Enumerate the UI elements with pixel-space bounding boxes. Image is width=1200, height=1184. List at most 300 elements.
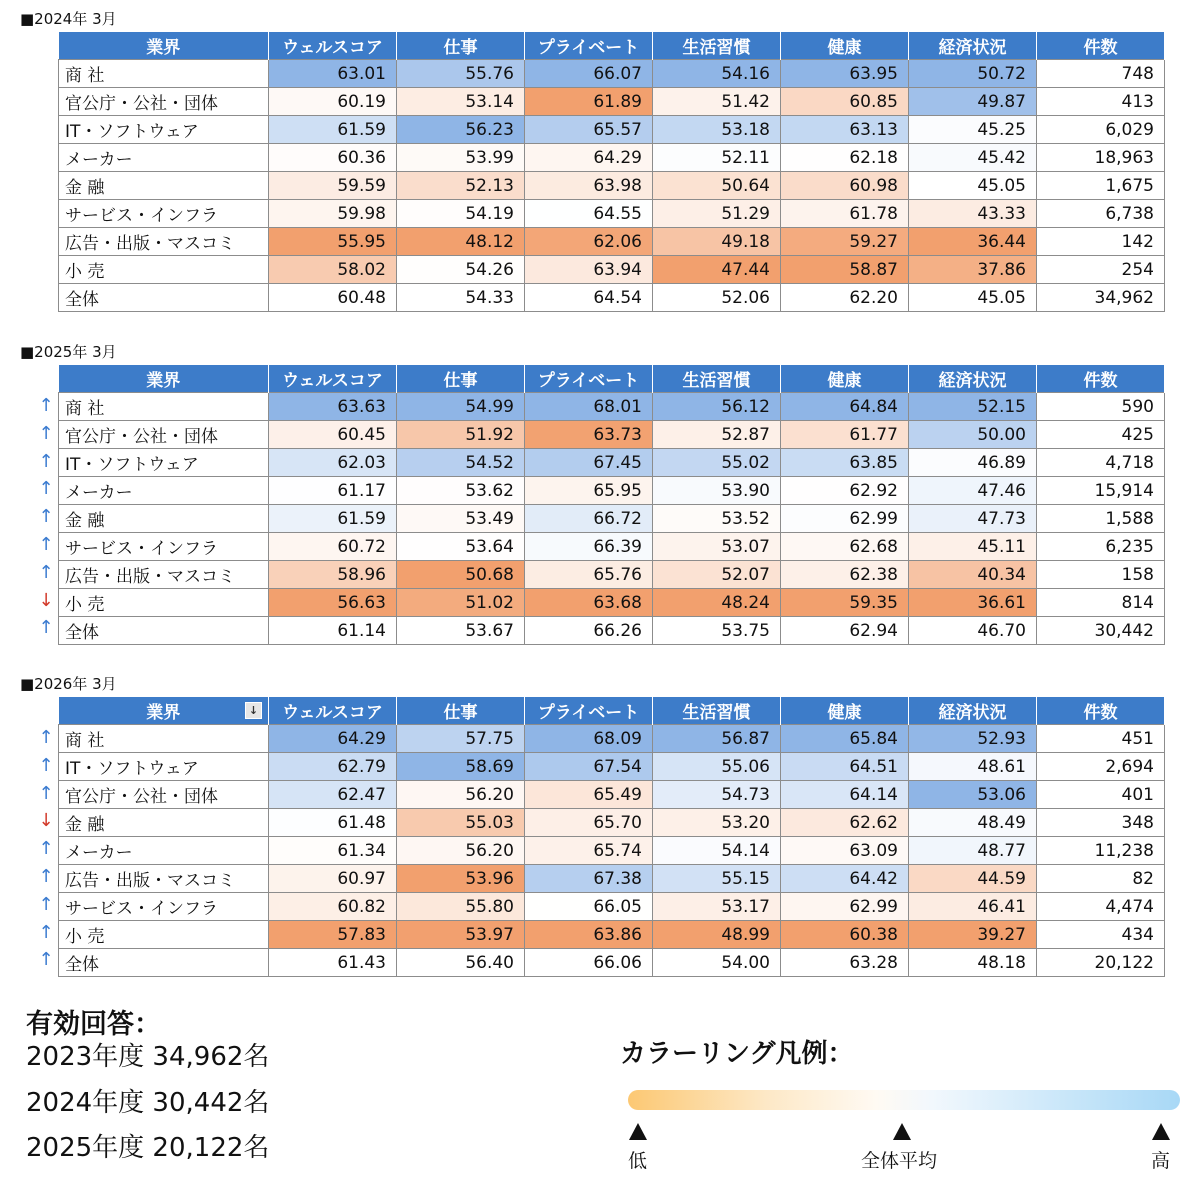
value-cell: 64.51 [781, 753, 909, 781]
legend-gradient-bar [628, 1090, 1180, 1110]
column-header[interactable] [909, 697, 1037, 725]
table-row [59, 477, 1165, 505]
table-row [59, 921, 1165, 949]
industry-cell: IT・ソフトウェア [59, 116, 269, 144]
industry-cell: メーカー [59, 477, 269, 505]
industry-cell: 官公庁・公社・団体 [59, 781, 269, 809]
value-cell: 61.17 [269, 477, 397, 505]
value-cell: 55.80 [397, 893, 525, 921]
value-cell: 47.73 [909, 505, 1037, 533]
value-cell: 61.43 [269, 949, 397, 977]
value-cell: 44.59 [909, 865, 1037, 893]
trend-up-arrow-icon: ↑ [38, 727, 54, 748]
value-cell: 53.99 [397, 144, 525, 172]
industry-cell: IT・ソフトウェア [59, 449, 269, 477]
column-header[interactable] [525, 697, 653, 725]
value-cell: 254 [1037, 256, 1165, 284]
value-cell: 46.70 [909, 617, 1037, 645]
table-row [59, 753, 1165, 781]
value-cell: 425 [1037, 421, 1165, 449]
table-row [59, 949, 1165, 977]
column-header-label: プライベート [537, 371, 640, 391]
value-cell: 48.61 [909, 753, 1037, 781]
value-cell: 62.18 [781, 144, 909, 172]
legend-low-marker-icon [629, 1123, 647, 1140]
column-header[interactable] [269, 32, 397, 60]
responses-line-2023: 2023年度 34,962名 [26, 1042, 270, 1072]
value-cell: 65.57 [525, 116, 653, 144]
trend-up-arrow-icon: ↑ [38, 893, 54, 915]
value-cell: 63.63 [269, 393, 397, 421]
value-cell: 60.97 [269, 865, 397, 893]
table-row [59, 200, 1165, 228]
value-cell: 54.73 [653, 781, 781, 809]
legend-title: カラーリング凡例： [620, 1039, 854, 1069]
value-cell: 63.98 [525, 172, 653, 200]
value-cell: 142 [1037, 228, 1165, 256]
table-row [59, 172, 1165, 200]
industry-cell: 全体 [59, 284, 269, 312]
value-cell: 590 [1037, 393, 1165, 421]
table-row [59, 809, 1165, 837]
value-cell: 66.06 [525, 949, 653, 977]
value-cell: 37.86 [909, 256, 1037, 284]
industry-cell: 官公庁・公社・団体 [59, 421, 269, 449]
value-cell: 45.05 [909, 172, 1037, 200]
value-cell: 50.68 [397, 561, 525, 589]
value-cell: 58.96 [269, 561, 397, 589]
column-header-label: 業界 [146, 703, 181, 723]
value-cell: 52.15 [909, 393, 1037, 421]
value-cell: 59.59 [269, 172, 397, 200]
table-row [59, 421, 1165, 449]
column-header-label: 件数 [1083, 703, 1118, 723]
responses-title: 有効回答： [26, 1009, 161, 1040]
column-header[interactable] [1037, 365, 1165, 393]
table-row [59, 449, 1165, 477]
value-cell: 48.18 [909, 949, 1037, 977]
value-cell: 11,238 [1037, 837, 1165, 865]
value-cell: 56.23 [397, 116, 525, 144]
value-cell: 66.05 [525, 893, 653, 921]
value-cell: 39.27 [909, 921, 1037, 949]
value-cell: 60.72 [269, 533, 397, 561]
industry-cell: 全体 [59, 617, 269, 645]
section-title: ■2025年 3月 [20, 343, 117, 361]
value-cell: 53.97 [397, 921, 525, 949]
value-cell: 62.99 [781, 893, 909, 921]
table-row [59, 561, 1165, 589]
value-cell: 53.18 [653, 116, 781, 144]
column-header-label: 件数 [1083, 371, 1118, 391]
value-cell: 52.06 [653, 284, 781, 312]
value-cell: 53.20 [653, 809, 781, 837]
value-cell: 62.38 [781, 561, 909, 589]
value-cell: 63.68 [525, 589, 653, 617]
value-cell: 51.92 [397, 421, 525, 449]
value-cell: 64.84 [781, 393, 909, 421]
value-cell: 20,122 [1037, 949, 1165, 977]
value-cell: 45.25 [909, 116, 1037, 144]
score-table [58, 365, 1165, 645]
column-header[interactable] [397, 32, 525, 60]
value-cell: 54.19 [397, 200, 525, 228]
legend-high-marker-icon [1152, 1123, 1170, 1140]
column-header-label: ウェルスコア [282, 371, 383, 391]
trend-up-arrow-icon: ↑ [38, 754, 54, 776]
industry-cell: 商 社 [59, 393, 269, 421]
column-header[interactable] [525, 32, 653, 60]
value-cell: 45.42 [909, 144, 1037, 172]
column-header-label: 生活習慣 [682, 703, 751, 723]
value-cell: 63.95 [781, 60, 909, 88]
value-cell: 56.40 [397, 949, 525, 977]
column-header[interactable] [781, 697, 909, 725]
column-header[interactable] [269, 365, 397, 393]
value-cell: 56.87 [653, 725, 781, 753]
value-cell: 53.62 [397, 477, 525, 505]
value-cell: 54.14 [653, 837, 781, 865]
value-cell: 61.77 [781, 421, 909, 449]
value-cell: 53.06 [909, 781, 1037, 809]
value-cell: 66.26 [525, 617, 653, 645]
value-cell: 61.78 [781, 200, 909, 228]
column-header[interactable] [1037, 32, 1165, 60]
industry-cell: 小 売 [59, 256, 269, 284]
value-cell: 64.55 [525, 200, 653, 228]
value-cell: 348 [1037, 809, 1165, 837]
industry-cell: 商 社 [59, 725, 269, 753]
value-cell: 63.13 [781, 116, 909, 144]
trend-up-arrow-icon: ↑ [38, 866, 54, 887]
table-row [59, 505, 1165, 533]
industry-cell: メーカー [59, 837, 269, 865]
value-cell: 62.20 [781, 284, 909, 312]
value-cell: 65.74 [525, 837, 653, 865]
column-header[interactable] [397, 697, 525, 725]
table-row [59, 725, 1165, 753]
table-row [59, 144, 1165, 172]
column-header-label: プライベート [537, 38, 640, 58]
value-cell: 6,738 [1037, 200, 1165, 228]
value-cell: 58.02 [269, 256, 397, 284]
industry-cell: 広告・出版・マスコミ [59, 228, 269, 256]
column-header-label: 健康 [827, 703, 862, 723]
trend-up-arrow-icon: ↑ [38, 450, 54, 472]
value-cell: 46.41 [909, 893, 1037, 921]
value-cell: 60.36 [269, 144, 397, 172]
value-cell: 64.54 [525, 284, 653, 312]
value-cell: 66.07 [525, 60, 653, 88]
value-cell: 48.24 [653, 589, 781, 617]
value-cell: 60.38 [781, 921, 909, 949]
value-cell: 62.06 [525, 228, 653, 256]
value-cell: 68.01 [525, 393, 653, 421]
value-cell: 52.93 [909, 725, 1037, 753]
value-cell: 61.89 [525, 88, 653, 116]
trend-up-arrow-icon: ↑ [38, 534, 54, 555]
value-cell: 63.85 [781, 449, 909, 477]
value-cell: 53.75 [653, 617, 781, 645]
legend-mid-marker-icon [893, 1123, 911, 1140]
value-cell: 53.14 [397, 88, 525, 116]
industry-cell: 全体 [59, 949, 269, 977]
value-cell: 48.12 [397, 228, 525, 256]
industry-cell: 官公庁・公社・団体 [59, 88, 269, 116]
column-header-label: 生活習慣 [682, 371, 751, 391]
industry-cell: 小 売 [59, 589, 269, 617]
value-cell: 413 [1037, 88, 1165, 116]
column-header[interactable] [653, 32, 781, 60]
value-cell: 60.19 [269, 88, 397, 116]
value-cell: 61.14 [269, 617, 397, 645]
value-cell: 59.35 [781, 589, 909, 617]
value-cell: 65.76 [525, 561, 653, 589]
score-table [58, 697, 1165, 977]
value-cell: 34,962 [1037, 284, 1165, 312]
value-cell: 65.49 [525, 781, 653, 809]
value-cell: 52.13 [397, 172, 525, 200]
value-cell: 67.54 [525, 753, 653, 781]
value-cell: 1,588 [1037, 505, 1165, 533]
value-cell: 82 [1037, 865, 1165, 893]
value-cell: 58.69 [397, 753, 525, 781]
industry-cell: 広告・出版・マスコミ [59, 865, 269, 893]
value-cell: 49.18 [653, 228, 781, 256]
value-cell: 64.29 [525, 144, 653, 172]
value-cell: 59.98 [269, 200, 397, 228]
value-cell: 61.48 [269, 809, 397, 837]
column-header[interactable] [59, 32, 269, 60]
table-row [59, 228, 1165, 256]
value-cell: 55.03 [397, 809, 525, 837]
value-cell: 36.44 [909, 228, 1037, 256]
value-cell: 53.90 [653, 477, 781, 505]
value-cell: 62.62 [781, 809, 909, 837]
value-cell: 451 [1037, 725, 1165, 753]
value-cell: 55.76 [397, 60, 525, 88]
industry-cell: 金 融 [59, 505, 269, 533]
value-cell: 59.27 [781, 228, 909, 256]
value-cell: 4,474 [1037, 893, 1165, 921]
score-table [58, 32, 1165, 312]
value-cell: 48.99 [653, 921, 781, 949]
column-header-label: 仕事 [443, 371, 478, 391]
value-cell: 62.03 [269, 449, 397, 477]
value-cell: 62.79 [269, 753, 397, 781]
table-row [59, 60, 1165, 88]
value-cell: 60.45 [269, 421, 397, 449]
industry-cell: 金 融 [59, 172, 269, 200]
value-cell: 53.96 [397, 865, 525, 893]
column-header[interactable] [781, 32, 909, 60]
value-cell: 748 [1037, 60, 1165, 88]
column-header-label: 業界 [146, 371, 181, 391]
trend-up-arrow-icon: ↑ [38, 506, 54, 528]
value-cell: 40.34 [909, 561, 1037, 589]
section-title: ■2024年 3月 [20, 10, 117, 28]
table-row [59, 393, 1165, 421]
responses-line-2024: 2024年度 30,442名 [26, 1088, 270, 1118]
column-header[interactable] [59, 697, 269, 725]
value-cell: 55.06 [653, 753, 781, 781]
column-header-label: 生活習慣 [682, 38, 751, 58]
value-cell: 60.48 [269, 284, 397, 312]
value-cell: 58.87 [781, 256, 909, 284]
value-cell: 67.38 [525, 865, 653, 893]
sort-descending-icon[interactable]: ↓ [245, 702, 262, 719]
value-cell: 47.46 [909, 477, 1037, 505]
section-title: ■2026年 3月 [20, 675, 117, 693]
value-cell: 56.12 [653, 393, 781, 421]
column-header-label: 健康 [827, 38, 862, 58]
value-cell: 66.39 [525, 533, 653, 561]
value-cell: 64.42 [781, 865, 909, 893]
industry-cell: IT・ソフトウェア [59, 753, 269, 781]
value-cell: 18,963 [1037, 144, 1165, 172]
table-row [59, 116, 1165, 144]
value-cell: 56.63 [269, 589, 397, 617]
column-header[interactable] [397, 365, 525, 393]
column-header[interactable] [781, 365, 909, 393]
table-row [59, 589, 1165, 617]
trend-down-arrow-icon: ↓ [38, 810, 54, 832]
column-header-label: 仕事 [443, 703, 478, 723]
trend-down-arrow-icon: ↓ [38, 589, 54, 611]
value-cell: 43.33 [909, 200, 1037, 228]
value-cell: 68.09 [525, 725, 653, 753]
column-header-label: 経済状況 [938, 703, 1007, 723]
column-header[interactable] [525, 365, 653, 393]
trend-up-arrow-icon: ↑ [38, 782, 54, 804]
table-row [59, 256, 1165, 284]
value-cell: 401 [1037, 781, 1165, 809]
trend-up-arrow-icon: ↑ [38, 561, 54, 583]
value-cell: 54.33 [397, 284, 525, 312]
value-cell: 65.70 [525, 809, 653, 837]
value-cell: 55.02 [653, 449, 781, 477]
value-cell: 60.98 [781, 172, 909, 200]
table-row [59, 533, 1165, 561]
column-header-label: 経済状況 [938, 371, 1007, 391]
value-cell: 63.09 [781, 837, 909, 865]
value-cell: 30,442 [1037, 617, 1165, 645]
value-cell: 65.95 [525, 477, 653, 505]
value-cell: 67.45 [525, 449, 653, 477]
value-cell: 48.49 [909, 809, 1037, 837]
value-cell: 54.26 [397, 256, 525, 284]
value-cell: 50.72 [909, 60, 1037, 88]
value-cell: 52.87 [653, 421, 781, 449]
table-row [59, 617, 1165, 645]
value-cell: 53.17 [653, 893, 781, 921]
value-cell: 45.05 [909, 284, 1037, 312]
value-cell: 60.85 [781, 88, 909, 116]
value-cell: 62.99 [781, 505, 909, 533]
value-cell: 54.52 [397, 449, 525, 477]
table-row [59, 284, 1165, 312]
value-cell: 63.28 [781, 949, 909, 977]
trend-up-arrow-icon: ↑ [38, 617, 54, 639]
value-cell: 53.64 [397, 533, 525, 561]
value-cell: 61.59 [269, 116, 397, 144]
value-cell: 64.29 [269, 725, 397, 753]
column-header-label: 健康 [827, 371, 862, 391]
industry-cell: メーカー [59, 144, 269, 172]
value-cell: 60.82 [269, 893, 397, 921]
industry-cell: 広告・出版・マスコミ [59, 561, 269, 589]
column-header[interactable] [1037, 697, 1165, 725]
value-cell: 47.44 [653, 256, 781, 284]
value-cell: 62.68 [781, 533, 909, 561]
value-cell: 52.07 [653, 561, 781, 589]
value-cell: 4,718 [1037, 449, 1165, 477]
column-header-label: ウェルスコア [282, 38, 383, 58]
column-header-label: 業界 [146, 38, 181, 58]
column-header-label: プライベート [537, 703, 640, 723]
value-cell: 50.00 [909, 421, 1037, 449]
value-cell: 56.20 [397, 781, 525, 809]
value-cell: 55.95 [269, 228, 397, 256]
value-cell: 57.75 [397, 725, 525, 753]
value-cell: 63.86 [525, 921, 653, 949]
value-cell: 62.92 [781, 477, 909, 505]
value-cell: 434 [1037, 921, 1165, 949]
column-header[interactable] [59, 365, 269, 393]
value-cell: 45.11 [909, 533, 1037, 561]
value-cell: 65.84 [781, 725, 909, 753]
legend-low-label: 低 [628, 1150, 648, 1172]
column-header[interactable] [269, 697, 397, 725]
table-row [59, 865, 1165, 893]
value-cell: 814 [1037, 589, 1165, 617]
trend-up-arrow-icon: ↑ [38, 422, 54, 444]
industry-cell: 商 社 [59, 60, 269, 88]
value-cell: 51.42 [653, 88, 781, 116]
trend-up-arrow-icon: ↑ [38, 921, 54, 943]
legend-mid-label: 全体平均 [861, 1150, 938, 1172]
value-cell: 36.61 [909, 589, 1037, 617]
value-cell: 158 [1037, 561, 1165, 589]
value-cell: 63.01 [269, 60, 397, 88]
column-header[interactable] [909, 365, 1037, 393]
value-cell: 61.34 [269, 837, 397, 865]
table-row [59, 781, 1165, 809]
table-row [59, 837, 1165, 865]
column-header[interactable] [653, 697, 781, 725]
trend-up-arrow-icon: ↑ [38, 478, 54, 500]
value-cell: 46.89 [909, 449, 1037, 477]
value-cell: 53.49 [397, 505, 525, 533]
value-cell: 57.83 [269, 921, 397, 949]
value-cell: 49.87 [909, 88, 1037, 116]
value-cell: 54.00 [653, 949, 781, 977]
industry-cell: サービス・インフラ [59, 893, 269, 921]
industry-cell: サービス・インフラ [59, 533, 269, 561]
column-header[interactable] [653, 365, 781, 393]
industry-cell: サービス・インフラ [59, 200, 269, 228]
value-cell: 51.29 [653, 200, 781, 228]
value-cell: 52.11 [653, 144, 781, 172]
value-cell: 64.14 [781, 781, 909, 809]
value-cell: 53.07 [653, 533, 781, 561]
value-cell: 54.16 [653, 60, 781, 88]
column-header-label: 仕事 [443, 38, 478, 58]
value-cell: 53.52 [653, 505, 781, 533]
value-cell: 6,235 [1037, 533, 1165, 561]
value-cell: 55.15 [653, 865, 781, 893]
column-header[interactable] [909, 32, 1037, 60]
